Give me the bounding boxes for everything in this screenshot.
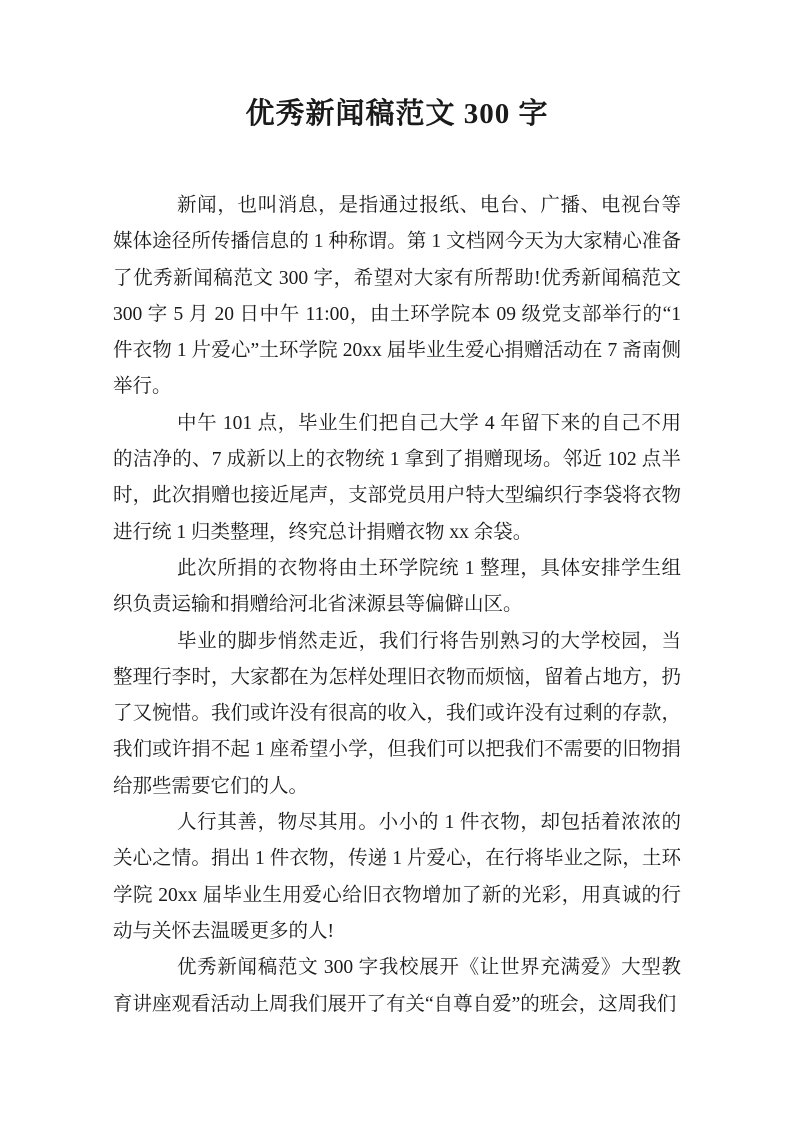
document-title: 优秀新闻稿范文 300 字 <box>245 98 549 130</box>
paragraph-intro: 新闻，也叫消息，是指通过报纸、电台、广播、电视台等媒体途径所传播信息的 1 种称谓。第 1 文档网今天为大家精心准备了优秀新闻稿范文 300 字，希望对大家有所帮助!优秀新闻稿范文 300 字 5 月 20 日中午 11:00，由土环学院本 09 级党支部举行的“1 件衣物 1 片爱心”土环学院 20xx 届毕业生爱心捐赠活动在 7 斋南侧举行。 <box>113 195 681 398</box>
paragraph-graduation-reflection: 毕业的脚步悄然走近，我们行将告别熟习的大学校园，当整理行李时，大家都在为怎样处理旧衣物而烦恼，留着占地方，扔了又惋惜。我们或许没有很高的收入，我们或许没有过剩的存款，我们或许捐不起 1 座希望小学，但我们可以把我们不需要的旧物捐给那些需要它们的人。 <box>113 630 681 797</box>
document-body <box>113 188 681 1023</box>
paragraph-school-activity: 优秀新闻稿范文 300 字我校展开《让世界充满爱》大型教育讲座观看活动上周我们展开了有关“自尊自爱”的班会，这周我们 <box>113 957 681 1015</box>
paragraph-closing: 人行其善，物尽其用。小小的 1 件衣物，却包括着浓浓的关心之情。捐出 1 件衣物，传递 1 片爱心，在行将毕业之际，土环学院 20xx 届毕业生用爱心给旧衣物增加了新的光彩，用真诚的行动与关怀去温暖更多的人! <box>113 812 681 942</box>
paragraph-distribution: 此次所捐的衣物将由土环学院统 1 整理，具体安排学生组织负责运输和捐赠给河北省涞源县等偏僻山区。 <box>113 557 681 616</box>
paragraph-donation-scene: 中午 101 点，毕业生们把自己大学 4 年留下来的自己不用的洁净的、7 成新以上的衣物统 1 拿到了捐赠现场。邻近 102 点半时，此次捐赠也接近尾声，支部党员用户特大型编织行李袋将衣物进行统 1 归类整理，终究总计捐赠衣物 xx 余袋。 <box>113 412 681 543</box>
